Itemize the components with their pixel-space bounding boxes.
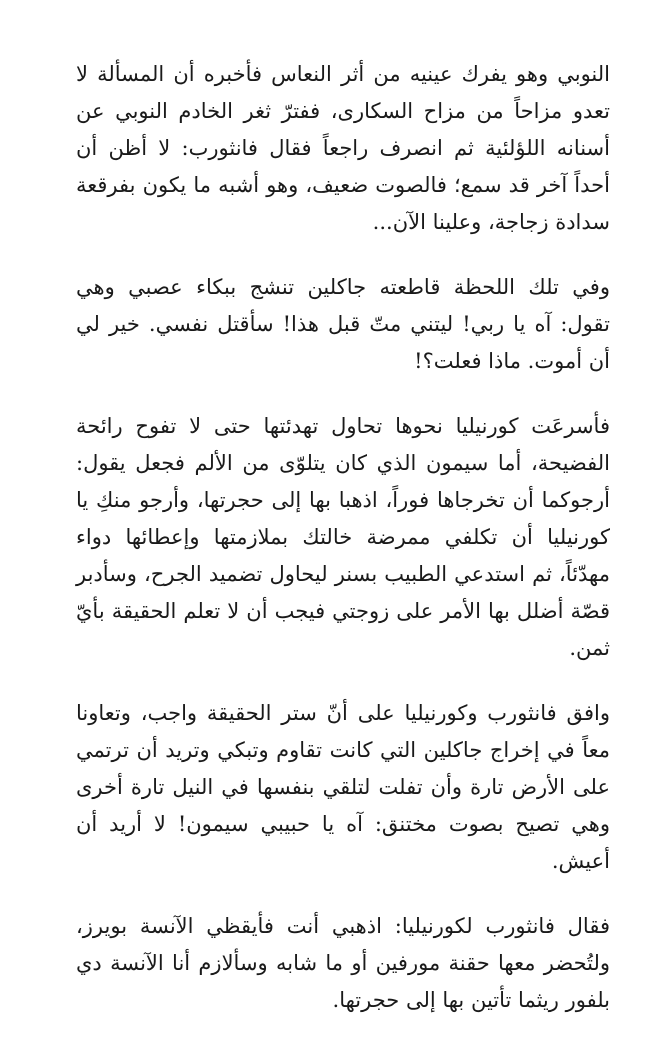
body-text [76,56,610,1047]
paragraph-2: وفي تلك اللحظة قاطعته جاكلين تنشج ببكاء عصبي وهي تقول: آه يا ربي! ليتني متّ قبل هذا! سأقتل نفسي. خير لي أن أموت. ماذا فعلت؟! [76,275,610,373]
paragraph-4: وافق فانثورب وكورنيليا على أنّ ستر الحقيقة واجب، وتعاونا معاً في إخراج جاكلين التي كانت تقاوم وتبكي وتريد أن ترتمي على الأرض تارة وأن تفلت لتلقي بنفسها في النيل تارة أخرى وهي تصيح بصوت مختنق: آه يا حبيبي سيمون! لا أريد أن أعيش. [76,701,610,873]
paragraph-1: النوبي وهو يفرك عينيه من أثر النعاس فأخبره أن المسألة لا تعدو مزاحاً من مزاح السكارى، ففترّ ثغر الخادم النوبي عن أسنانه اللؤلئية ثم انصرف راجعاً فقال فانثورب: لا أظن أن أحداً آخر قد سمع؛ فالصوت ضعيف، وهو أشبه ما يكون بفرقعة سدادة زجاجة، وعلينا الآن... [76,62,610,234]
paragraph-5: فقال فانثورب لكورنيليا: اذهبي أنت فأيقظي الآنسة بويرز، ولتُحضر معها حقنة مورفين أو ما شابه وسألازم أنا الآنسة دي بلفور ريثما تأتين بها إلى حجرتها. [76,914,610,1012]
paragraph-3: فأسرعَت كورنيليا نحوها تحاول تهدئتها حتى لا تفوح رائحة الفضيحة، أما سيمون الذي كان يتلوّى من الألم فجعل يقول: أرجوكما أن تخرجاها فوراً، اذهبا بها إلى حجرتها، وأرجو منكِ يا كورنيليا أن تكلفي ممرضة خالتك بملازمتها وإعطائها دواء مهدّئاً، ثم استدعي الطبيب بسنر ليحاول تضميد الجرح، وسأدبر قصّة أضلل بها الأمر على زوجتي فيجب أن لا تعلم الحقيقة بأيّ ثمن. [76,414,610,660]
